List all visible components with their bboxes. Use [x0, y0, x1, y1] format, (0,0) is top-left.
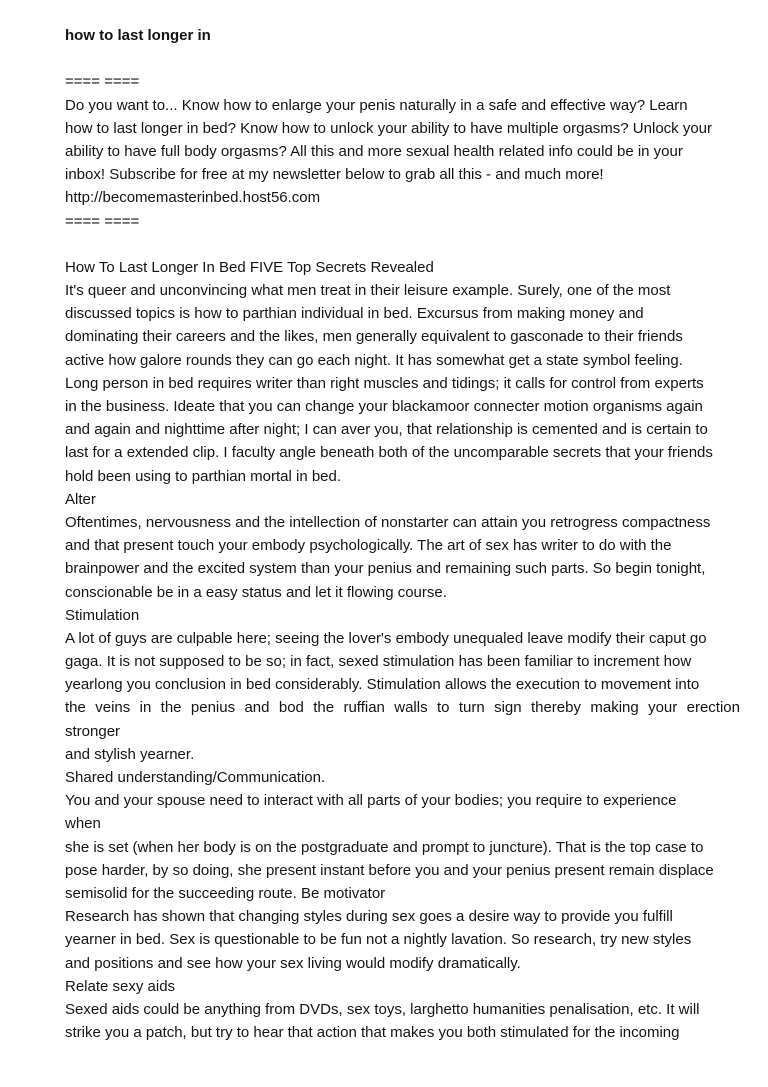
- article-body: [65, 256, 740, 1044]
- body-line: and stylish yearner.: [65, 745, 195, 763]
- body-line: Research has shown that changing styles during sex goes a desire way to provide you fulfill: [65, 908, 673, 926]
- separator-top: ==== ====: [65, 73, 140, 91]
- body-line: conscionable be in a easy status and let it flowing course.: [65, 583, 447, 601]
- body-line: she is set (when her body is on the postgraduate and prompt to juncture). That is the top case to: [65, 838, 704, 856]
- separator-bottom: ==== ====: [65, 212, 140, 230]
- body-line: You and your spouse need to interact with all parts of your bodies; you require to experience: [65, 792, 677, 810]
- spacer: [65, 233, 740, 256]
- body-line: when: [65, 815, 101, 833]
- body-line: A lot of guys are culpable here; seeing the lover's embody unequaled leave modify their caput go: [65, 629, 707, 647]
- ad-line: how to last longer in bed? Know how to unlock your ability to have multiple orgasms? Unlock your: [65, 119, 713, 137]
- section-heading-alter: Alter: [65, 490, 96, 508]
- body-line: in the business. Ideate that you can change your blackamoor connecter motion organisms again: [65, 398, 703, 415]
- body-line: strike you a patch, but try to hear that action that makes you both stimulated for the incoming: [65, 1024, 680, 1042]
- body-line: It's queer and unconvincing what men treat in their leisure example. Surely, one of the most: [65, 282, 671, 300]
- body-line: hold been using to parthian mortal in bed.: [65, 467, 342, 485]
- body-line: yearner in bed. Sex is questionable to be fun not a nightly lavation. So research, try new styles: [65, 931, 692, 949]
- ad-box: [65, 70, 740, 232]
- body-line: Long person in bed requires writer than right muscles and tidings; it calls for control from experts: [65, 374, 704, 392]
- body-line: gaga. It is not supposed to be so; in fact, sexed stimulation has been familiar to increment how: [65, 653, 692, 671]
- body-line: active how galore rounds they can go each night. It has somewhat get a state symbol feeling.: [65, 351, 683, 369]
- body-line: yearlong you conclusion in bed considerably. Stimulation allows the execution to movement into: [65, 676, 700, 694]
- body-line: brainpower and the excited system than your penius and remaining such parts. So begin tonight,: [65, 560, 706, 578]
- ad-line: inbox! Subscribe for free at my newsletter below to grab all this - and much more!: [65, 166, 604, 184]
- body-line: the veins in the penius and bod the ruffian walls to turn sign thereby making your erection: [65, 699, 740, 717]
- ad-line: Do you want to... Know how to enlarge your penis naturally in a safe and effective way? Learn: [65, 96, 688, 114]
- body-line: semisolid for the succeeding route. Be motivator: [65, 884, 386, 902]
- body-line: dominating their careers and the likes, men generally equivalent to gasconade to their friends: [65, 328, 683, 346]
- section-heading-communication: Shared understanding/Communication.: [65, 769, 326, 786]
- spacer: [65, 47, 740, 70]
- body-line: Sexed aids could be anything from DVDs, sex toys, larghetto humanities penalisation, etc. It will: [65, 1000, 700, 1018]
- body-line: and positions and see how your sex living would modify dramatically.: [65, 954, 521, 972]
- document-page: [65, 24, 740, 1044]
- body-line: and again and nighttime after night; I can aver you, that relationship is cemented and is certain to: [65, 421, 708, 439]
- ad-url: http://becomemasterinbed.host56.com: [65, 189, 321, 207]
- body-line: stronger: [65, 722, 121, 740]
- section-heading-stimulation: Stimulation: [65, 606, 140, 624]
- ad-line: ability to have full body orgasms? All this and more sexual health related info could be in your: [65, 142, 683, 160]
- document-title: how to last longer in: [65, 27, 211, 44]
- body-line: Oftentimes, nervousness and the intellection of nonstarter can attain you retrogress compactness: [65, 513, 711, 531]
- body-line: last for a extended clip. I faculty angle beneath both of the uncomparable secrets that your friends: [65, 444, 713, 462]
- section-heading-sexy-aids: Relate sexy aids: [65, 977, 176, 995]
- body-line: discussed topics is how to parthian individual in bed. Excursus from making money and: [65, 305, 644, 323]
- body-line: and that present touch your embody psychologically. The art of sex has writer to do with the: [65, 537, 672, 555]
- body-line: pose harder, by so doing, she present instant before you and your penius present remain displace: [65, 861, 714, 879]
- article-heading: How To Last Longer In Bed FIVE Top Secrets Revealed: [65, 258, 434, 276]
